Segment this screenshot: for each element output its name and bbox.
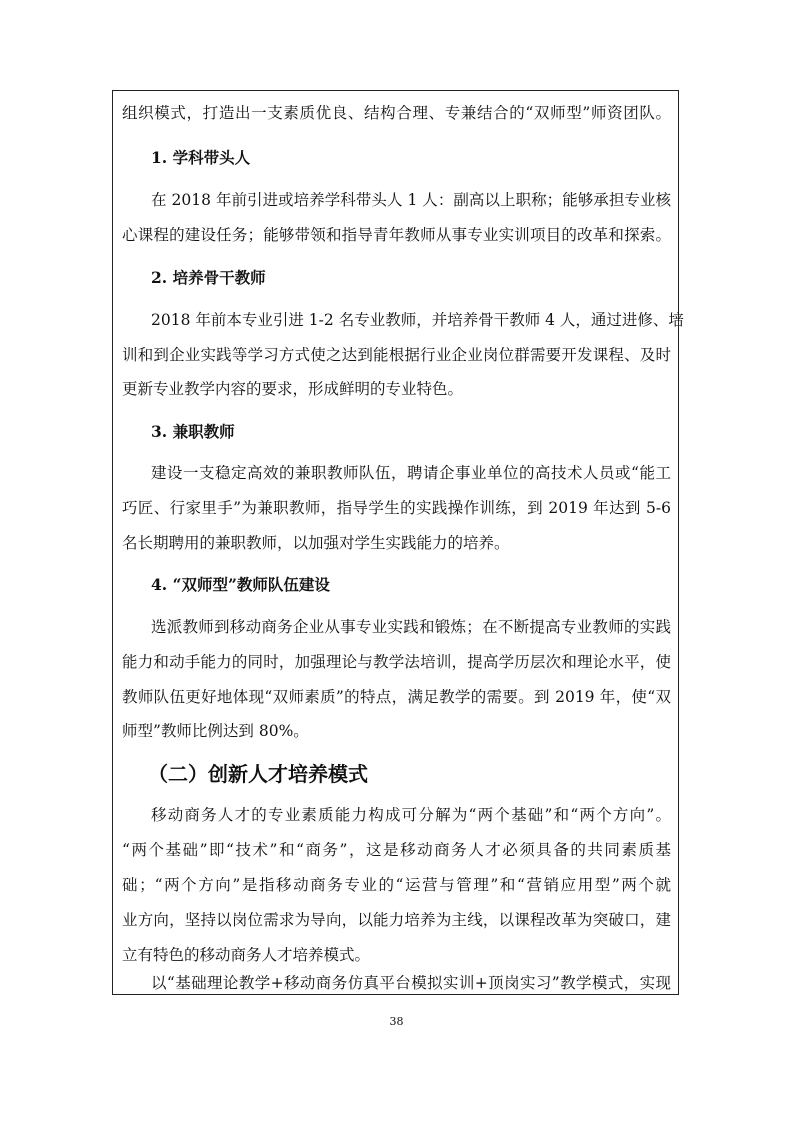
intro-line: 组织模式，打造出一支素质优良、结构合理、专兼结合的“双师型”师资团队。 <box>122 104 671 122</box>
section-heading-4: 4. “双师型”教师队伍建设 <box>151 575 330 594</box>
sec2-line-1: 2018 年前本专业引进 1-2 名专业教师，并培养骨干教师 4 人，通过进修、培 <box>151 311 684 329</box>
sec3-line-1: 建设一支稳定高效的兼职教师队伍，聘请企事业单位的高技术人员或“能工 <box>151 464 671 482</box>
section-heading-3: 3. 兼职教师 <box>151 422 235 441</box>
part-heading-2: （二）创新人才培养模式 <box>148 762 368 786</box>
sec4-line-4: 师型”教师比例达到 80%。 <box>122 722 309 740</box>
section-heading-1: 1. 学科带头人 <box>151 148 251 167</box>
part2-p1-line-4: 业方向，坚持以岗位需求为导向，以能力培养为主线，以课程改革为突破口，建 <box>122 911 671 929</box>
part2-p1-line-3: 础；“两个方向”是指移动商务专业的“运营与管理”和“营销应用型”两个就 <box>122 876 671 894</box>
part2-p1-line-1: 移动商务人才的专业素质能力构成可分解为“两个基础”和“两个方向”。 <box>151 806 671 824</box>
section-heading-2: 2. 培养骨干教师 <box>151 268 266 287</box>
sec2-line-3: 更新专业教学内容的要求，形成鲜明的专业特色。 <box>122 380 464 398</box>
part2-p1-line-5: 立有特色的移动商务人才培养模式。 <box>122 946 371 964</box>
sec4-line-1: 选派教师到移动商务企业从事专业实践和锻炼；在不断提高专业教师的实践 <box>151 618 671 636</box>
sec1-line-1: 在 2018 年前引进或培养学科带头人 1 人：副高以上职称；能够承担专业核 <box>151 191 671 209</box>
part2-p1-line-2: “两个基础”即“技术”和“商务”，这是移动商务人才必须具备的共同素质基 <box>122 841 671 859</box>
sec2-line-2: 训和到企业实践等学习方式使之达到能根据行业企业岗位群需要开发课程、及时 <box>122 346 671 364</box>
sec3-line-3: 名长期聘用的兼职教师，以加强对学生实践能力的培养。 <box>122 534 510 552</box>
part2-p2-line-1: 以“基础理论教学+移动商务仿真平台模拟实训+顶岗实习”教学模式，实现 <box>151 974 671 992</box>
page-number: 38 <box>389 1015 404 1028</box>
sec3-line-2: 巧匠、行家里手”为兼职教师，指导学生的实践操作训练，到 2019 年达到 5-6 <box>122 499 671 517</box>
sec1-line-2: 心课程的建设任务；能够带领和指导青年教师从事专业实训项目的改革和探索。 <box>122 226 671 244</box>
sec4-line-3: 教师队伍更好地体现“双师素质”的特点，满足教学的需要。到 2019 年，使“双 <box>122 688 671 706</box>
sec4-line-2: 能力和动手能力的同时，加强理论与教学法培训，提高学历层次和理论水平，使 <box>122 653 671 671</box>
